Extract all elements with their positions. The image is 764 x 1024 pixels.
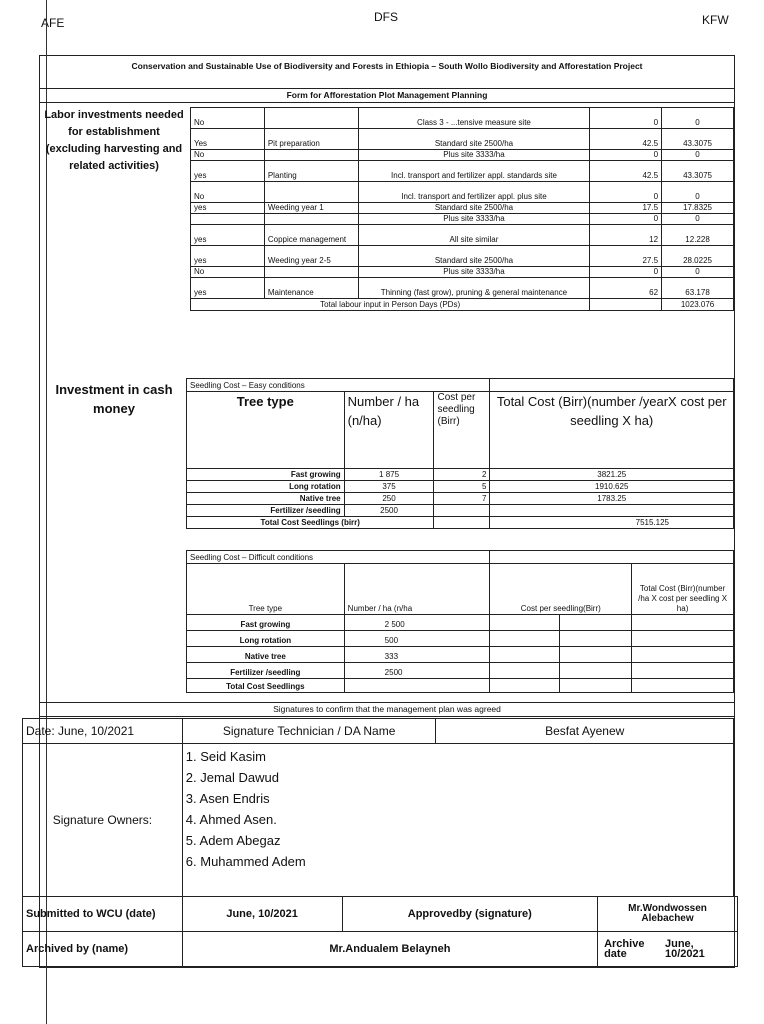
labor-row	[191, 278, 734, 299]
labor-total: 28.0225	[662, 246, 734, 267]
labor-value: 17.5	[590, 203, 662, 214]
labor-site: Incl. transport and fertilizer appl. plus site	[358, 182, 589, 203]
difficult-row	[187, 647, 734, 663]
labor-total-label: Total labour input in Person Days (PDs)	[191, 299, 590, 311]
approved-name: Mr.Wondwossen Alebachew	[598, 897, 738, 932]
labor-activity: Weeding year 2-5	[264, 246, 358, 267]
labor-value: 0	[590, 182, 662, 203]
owner-name: 2. Jemal Dawud	[185, 770, 280, 785]
owner-name: 5. Adem Abegaz	[185, 833, 281, 848]
labor-activity: Weeding year 1	[264, 203, 358, 214]
agreement-statement: Signatures to confirm that the management plan was agreed	[40, 702, 734, 717]
labor-value: 0	[590, 150, 662, 161]
archived-label: Archived by (name)	[23, 932, 183, 967]
owner-name: 1. Seid Kasim	[185, 749, 266, 764]
labor-section-label: Labor investments needed for establishment (excluding harvesting and related activities)	[44, 109, 184, 172]
labor-total: 0	[662, 150, 734, 161]
labor-total: 0	[662, 108, 734, 129]
easy-total: 1910.625	[490, 481, 734, 493]
labor-activity	[264, 214, 358, 225]
owners-label: Signature Owners:	[23, 744, 183, 897]
labor-row	[191, 150, 734, 161]
difficult-tree: Native tree	[187, 647, 345, 663]
difficult-number: 2500	[344, 663, 490, 679]
signature-table	[22, 718, 734, 897]
date-label: Date: June, 10/2021	[23, 719, 183, 744]
labor-row	[191, 246, 734, 267]
labor-site: Incl. transport and fertilizer appl. standards site	[358, 161, 589, 182]
labor-flag	[191, 214, 265, 225]
corner-label-kfw: KFW	[702, 13, 729, 27]
labor-row	[191, 267, 734, 278]
difficult-seedling-table	[186, 550, 734, 693]
archived-name: Mr.Andualem Belayneh	[182, 932, 597, 967]
owner-name: 6. Muhammed Adem	[185, 854, 306, 869]
easy-total-value: 7515.125	[490, 517, 734, 529]
labor-flag: Yes	[191, 129, 265, 150]
labor-value: 42.5	[590, 161, 662, 182]
easy-tree: Fertilizer /seedling	[187, 505, 345, 517]
labor-value: 62	[590, 278, 662, 299]
labor-site: Standard site 2500/ha	[358, 129, 589, 150]
difficult-row	[187, 631, 734, 647]
labor-activity	[264, 182, 358, 203]
easy-total-label: Total Cost Seedlings (birr)	[187, 517, 434, 529]
labor-row	[191, 225, 734, 246]
difficult-row	[187, 615, 734, 631]
easy-tree: Long rotation	[187, 481, 345, 493]
labor-total: 17.8325	[662, 203, 734, 214]
easy-cost: 5	[434, 481, 490, 493]
labor-value: 0	[590, 267, 662, 278]
labor-site: All site similar	[358, 225, 589, 246]
labor-total-value: 1023.076	[662, 299, 734, 311]
difficult-header-total: Total Cost (Birr)(number /ha X cost per seedling X ha)	[632, 564, 734, 615]
labor-row	[191, 203, 734, 214]
labor-flag: No	[191, 108, 265, 129]
labor-activity	[264, 267, 358, 278]
easy-header-tree: Tree type	[187, 392, 345, 469]
labor-row	[191, 161, 734, 182]
technician-name: Besfat Ayenew	[436, 719, 734, 744]
difficult-header-number: Number / ha (n/ha	[344, 564, 490, 615]
labor-total: 0	[662, 214, 734, 225]
difficult-tree: Fast growing	[187, 615, 345, 631]
labor-site: Plus site 3333/ha	[358, 150, 589, 161]
labor-flag: yes	[191, 225, 265, 246]
easy-cost	[434, 505, 490, 517]
labor-activity: Planting	[264, 161, 358, 182]
easy-row	[187, 481, 734, 493]
form-title: Conservation and Sustainable Use of Biodiversity and Forests in Ethiopia – South Wollo Biodiversity and Afforestation Project	[131, 61, 643, 71]
labor-activity	[264, 108, 358, 129]
labor-flag: yes	[191, 161, 265, 182]
labor-value: 27.5	[590, 246, 662, 267]
difficult-row	[187, 663, 734, 679]
labor-site: Standard site 2500/ha	[358, 246, 589, 267]
easy-row	[187, 493, 734, 505]
owners-list	[182, 744, 733, 897]
form-subtitle: Form for Afforestation Plot Management Planning	[40, 88, 734, 103]
labor-flag: yes	[191, 203, 265, 214]
easy-number: 250	[344, 493, 434, 505]
easy-cost: 7	[434, 493, 490, 505]
labor-activity: Pit preparation	[264, 129, 358, 150]
submitted-label: Submitted to WCU (date)	[23, 897, 183, 932]
cash-section-label: Investment in cash money	[55, 382, 173, 416]
easy-total: 3821.25	[490, 469, 734, 481]
labor-site: Thinning (fast grow), pruning & general maintenance	[358, 278, 589, 299]
difficult-tree: Long rotation	[187, 631, 345, 647]
labor-site: Class 3 - ...tensive measure site	[358, 108, 589, 129]
labor-value: 0	[590, 108, 662, 129]
labor-site: Standard site 2500/ha	[358, 203, 589, 214]
easy-total	[490, 505, 734, 517]
labor-activity	[264, 150, 358, 161]
difficult-total-label: Total Cost Seedlings	[187, 679, 345, 693]
labor-row	[191, 108, 734, 129]
difficult-number: 500	[344, 631, 490, 647]
labor-row	[191, 214, 734, 225]
easy-tree: Native tree	[187, 493, 345, 505]
labor-flag: No	[191, 182, 265, 203]
easy-number: 2500	[344, 505, 434, 517]
labor-value: 42.5	[590, 129, 662, 150]
labor-total: 43.3075	[662, 161, 734, 182]
submitted-date: June, 10/2021	[182, 897, 342, 932]
archive-date: June, 10/2021	[664, 938, 705, 960]
easy-header-number: Number / ha (n/ha)	[344, 392, 434, 469]
labor-table	[190, 107, 734, 311]
easy-row	[187, 469, 734, 481]
difficult-caption: Seedling Cost – Difficult conditions	[187, 551, 490, 564]
labor-total: 0	[662, 182, 734, 203]
corner-label-dfs: DFS	[374, 10, 398, 24]
labor-total: 43.3075	[662, 129, 734, 150]
easy-number: 1 875	[344, 469, 434, 481]
archive-date-label: Archive date	[604, 938, 645, 960]
easy-header-cost: Cost per seedling (Birr)	[434, 392, 490, 469]
easy-number: 375	[344, 481, 434, 493]
difficult-header-tree: Tree type	[187, 564, 345, 615]
owner-name: 3. Asen Endris	[185, 791, 270, 806]
easy-seedling-table	[186, 378, 734, 529]
labor-total: 63.178	[662, 278, 734, 299]
labor-site: Plus site 3333/ha	[358, 214, 589, 225]
labor-activity: Coppice management	[264, 225, 358, 246]
easy-row	[187, 505, 734, 517]
labor-activity: Maintenance	[264, 278, 358, 299]
technician-label: Signature Technician / DA Name	[182, 719, 436, 744]
labor-row	[191, 182, 734, 203]
labor-flag: No	[191, 267, 265, 278]
labor-flag: No	[191, 150, 265, 161]
labor-flag: yes	[191, 278, 265, 299]
labor-flag: yes	[191, 246, 265, 267]
labor-value: 12	[590, 225, 662, 246]
easy-total: 1783.25	[490, 493, 734, 505]
labor-total: 0	[662, 267, 734, 278]
owner-name: 4. Ahmed Asen.	[185, 812, 277, 827]
labor-site: Plus site 3333/ha	[358, 267, 589, 278]
difficult-number: 333	[344, 647, 490, 663]
labor-value: 0	[590, 214, 662, 225]
labor-total: 12.228	[662, 225, 734, 246]
difficult-number: 2 500	[344, 615, 490, 631]
easy-header-total: Total Cost (Birr)(number /yearX cost per seedling X ha)	[490, 392, 734, 469]
footer-table	[22, 896, 738, 967]
corner-label-afe: AFE	[41, 16, 65, 30]
easy-caption: Seedling Cost – Easy conditions	[187, 379, 434, 392]
labor-row	[191, 129, 734, 150]
difficult-header-cost: Cost per seedling(Birr)	[490, 564, 632, 615]
easy-tree: Fast growing	[187, 469, 345, 481]
difficult-tree: Fertilizer /seedling	[187, 663, 345, 679]
easy-cost: 2	[434, 469, 490, 481]
approved-label: Approvedby (signature)	[342, 897, 598, 932]
